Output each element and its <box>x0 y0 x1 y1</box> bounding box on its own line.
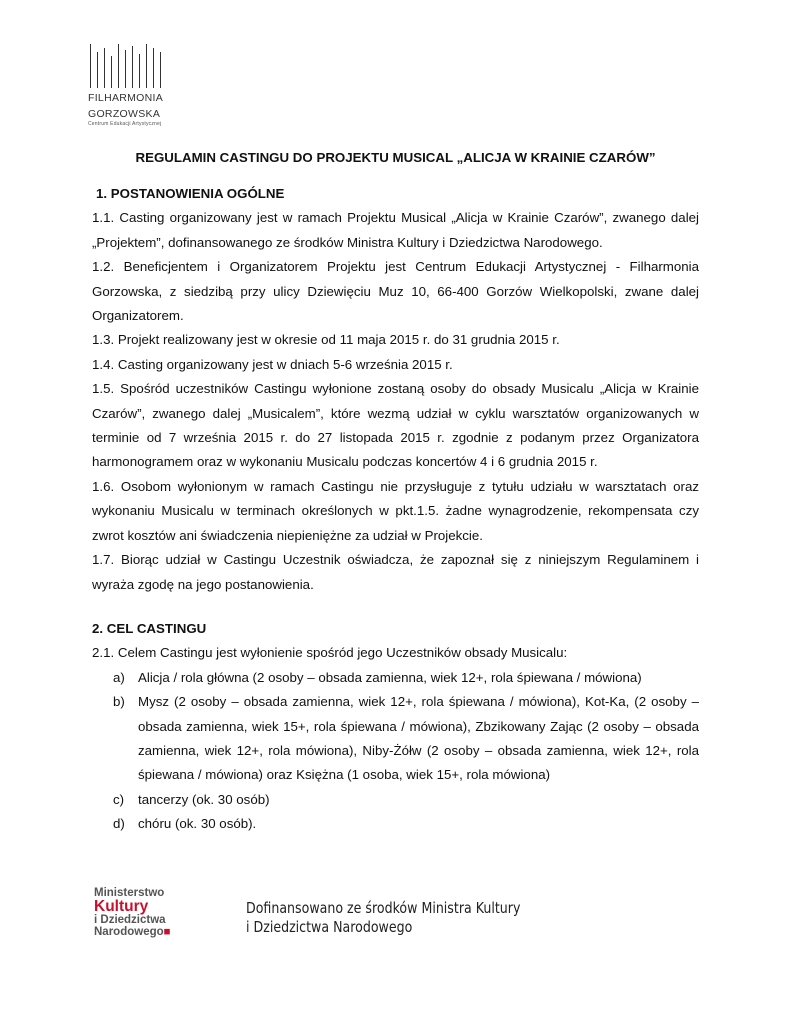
document-body <box>92 182 699 837</box>
ministry-logo <box>94 887 171 939</box>
filharmonia-logo <box>88 44 188 127</box>
paragraph-1-2: 1.2. Beneficjentem i Organizatorem Projektu jest Centrum Edukacji Artystycznej - Filharmonia Gorzowska, z siedzibą przy ulicy Dziewięciu Muz 10, 66-400 Gorzów Wielkopolski, zwane dalej Organizatorem. <box>92 259 699 324</box>
ministry-logo-line3: i Dziedzictwa <box>94 913 166 926</box>
list-item-text: chóru (ok. 30 osób). <box>138 816 257 832</box>
document-title: REGULAMIN CASTINGU DO PROJEKTU MUSICAL „ALICJA W KRAINIE CZARÓW” <box>135 150 656 165</box>
funding-note <box>246 899 520 937</box>
list-item <box>92 690 699 788</box>
paragraph-1-4: 1.4. Casting organizowany jest w dniach 5-6 września 2015 r. <box>92 356 453 372</box>
paragraph-1-5: 1.5. Spośród uczestników Castingu wyłonione zostaną osoby do obsady Musicalu „Alicja w Krainie Czarów”, zwanego dalej „Musicalem”, które wezmą udział w cyklu warsztatów organizowanych w terminie od 7 września 2015 r. do 27 listopada 2015 r. zgodnie z podanym przez Organizatora harmonogramem oraz w wykonaniu Musicalu podczas koncertów 4 i 6 grudnia 2015 r. <box>92 381 699 470</box>
list-item <box>92 666 699 690</box>
section-2-heading: 2. CEL CASTINGU <box>92 620 207 636</box>
funding-note-line1: Dofinansowano ze środków Ministra Kultury <box>246 899 521 917</box>
red-dot-icon: ■ <box>163 926 171 938</box>
cast-list <box>92 666 699 837</box>
paragraph-1-7: 1.7. Biorąc udział w Castingu Uczestnik oświadcza, że zapoznał się z niniejszym Regulaminem i wyraża zgodę na jego postanowienia. <box>92 552 699 592</box>
logo-bars-icon <box>88 44 162 88</box>
list-item-text: Alicja / rola główna (2 osoby – obsada zamienna, wiek 12+, rola śpiewana / mówiona) <box>138 669 642 685</box>
ministry-logo-line4: Narodowego <box>94 926 164 938</box>
logo-name-line1: FILHARMONIA <box>88 92 164 104</box>
paragraph-1-3: 1.3. Projekt realizowany jest w okresie od 11 maja 2015 r. do 31 grudnia 2015 r. <box>92 332 560 348</box>
paragraph-1-6: 1.6. Osobom wyłonionym w ramach Castingu nie przysługuje z tytułu udziału w warsztatach oraz wykonaniu Musicalu w terminach określonych w pkt.1.5. żadne wynagrodzenie, rekompensata czy zwrot kosztów ani świadczenia niepieniężne za udział w Projekcie. <box>92 478 699 543</box>
paragraph-2-1: 2.1. Celem Castingu jest wyłonienie spośród jego Uczestników obsady Musicalu: <box>92 645 568 661</box>
list-item <box>92 788 699 812</box>
footer <box>94 887 714 947</box>
ministry-logo-line2: Kultury <box>94 897 149 915</box>
list-marker: d) <box>113 816 125 832</box>
logo-subtitle: Centrum Edukacji Artystycznej <box>88 121 162 127</box>
section-1-heading: 1. POSTANOWIENIA OGÓLNE <box>96 186 285 201</box>
logo-name-line2: GORZOWSKA <box>88 108 161 120</box>
list-marker: a) <box>113 669 125 685</box>
funding-note-line2: i Dziedzictwa Narodowego <box>246 918 413 936</box>
list-marker: c) <box>113 791 125 807</box>
list-item-text: tancerzy (ok. 30 osób) <box>138 791 270 807</box>
ministry-logo-line1: Ministerstwo <box>94 887 165 899</box>
paragraph-1-1: 1.1. Casting organizowany jest w ramach Projektu Musical „Alicja w Krainie Czarów”, zwanego dalej „Projektem”, dofinansowanego ze środków Ministra Kultury i Dziedzictwa Narodowego. <box>92 210 699 250</box>
list-item <box>92 812 699 836</box>
list-item-text: Mysz (2 osoby – obsada zamienna, wiek 12+, rola śpiewana / mówiona), Kot-Ka, (2 osoby – obsada zamienna, wiek 15+, rola śpiewana / mówiona), Zbzikowany Zając (2 osoby – obsada zamienna, wiek 12+, rola mówiona), Niby-Żółw (2 osoby – obsada zamienna, wiek 12+, rola śpiewana / mówiona) oraz Księżna (1 osoba, wiek 15+, rola mówiona) <box>138 694 699 783</box>
list-marker: b) <box>113 694 125 710</box>
